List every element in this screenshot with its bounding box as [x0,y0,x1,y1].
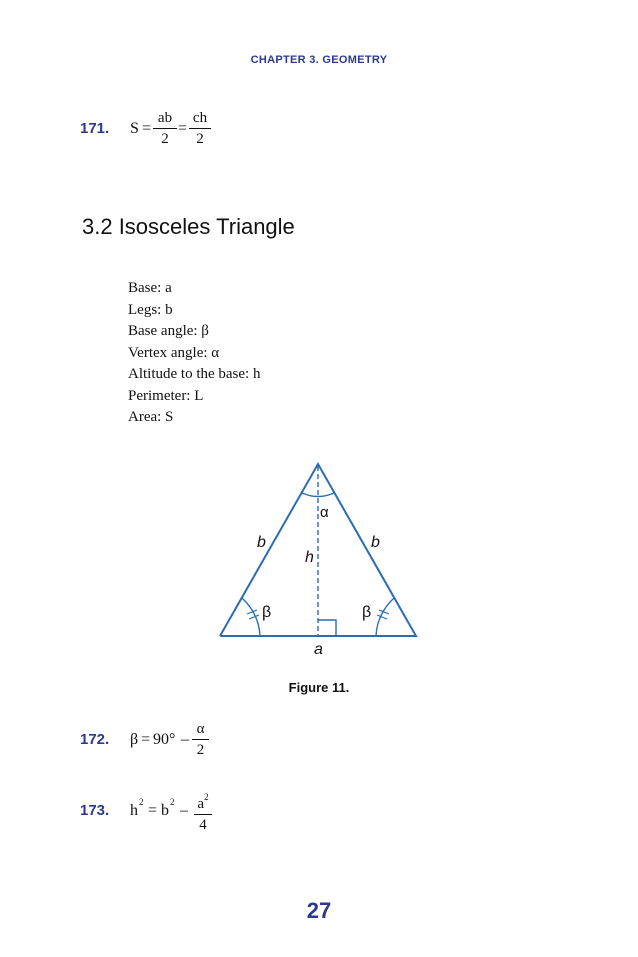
definitions-list [128,278,260,429]
left-beta-label: β [262,604,272,621]
right-leg-label: b [371,534,380,551]
exponent: 2 [139,797,144,807]
formula-lhs: β [130,731,139,748]
right-beta-label: β [362,604,372,621]
definition-item: Altitude to the base: h [128,366,261,382]
isosceles-triangle-figure [200,450,440,665]
exponent: 2 [204,792,209,802]
fraction-denominator: 2 [161,131,169,147]
right-angle-mark [318,620,336,636]
definition-item: Area: S [128,409,174,425]
figure-caption: Figure 11. [288,680,350,695]
formula-number: 173. [80,802,110,819]
equals-sign: = [178,120,188,137]
equals-sign: = [148,802,158,819]
fraction-a2-over-4 [194,790,212,834]
definition-item: Base: a [128,280,172,296]
rhs-variable: b [161,802,169,819]
left-leg-label: b [257,534,266,551]
fraction-ch-over-2 [189,109,211,148]
formula-number: 172. [80,731,110,748]
minus-sign: – [181,731,189,748]
definition-item: Base angle: β [128,323,209,339]
base-label: a [314,641,323,658]
formula-lhs: S [130,120,139,137]
fraction-denominator: 2 [196,131,204,147]
chapter-header: CHAPTER 3. GEOMETRY [250,54,388,66]
right-base-angle-arc [376,598,394,636]
fraction-numerator: ch [192,110,208,126]
formula-lhs: h [130,802,138,819]
altitude-label: h [305,549,314,566]
ninety-degrees: 90° [153,731,176,748]
numerator-variable: a [197,796,205,812]
fraction-numerator: ab [157,110,173,126]
section-title: 3.2 Isosceles Triangle [82,214,295,239]
exponent: 2 [170,797,175,807]
definition-item: Legs: b [128,301,173,318]
definition-item: Perimeter: L [128,387,204,404]
left-tick-mark [249,615,259,619]
fraction-alpha-over-2 [192,720,209,759]
fraction-denominator: 2 [196,742,205,758]
page-number: 27 [306,898,332,923]
formula-number: 171. [80,120,110,137]
fraction-ab-over-2 [153,109,177,148]
minus-sign: – [180,802,188,819]
equals-sign: = [141,731,151,748]
right-tick-mark [377,615,387,619]
alpha-label: α [320,504,329,521]
fraction-numerator [194,790,212,813]
left-base-angle-arc [242,598,260,636]
equals-sign: = [142,120,152,137]
fraction-numerator: α [196,721,205,737]
definition-item: Vertex angle: α [128,344,220,361]
fraction-denominator: 4 [199,817,207,833]
